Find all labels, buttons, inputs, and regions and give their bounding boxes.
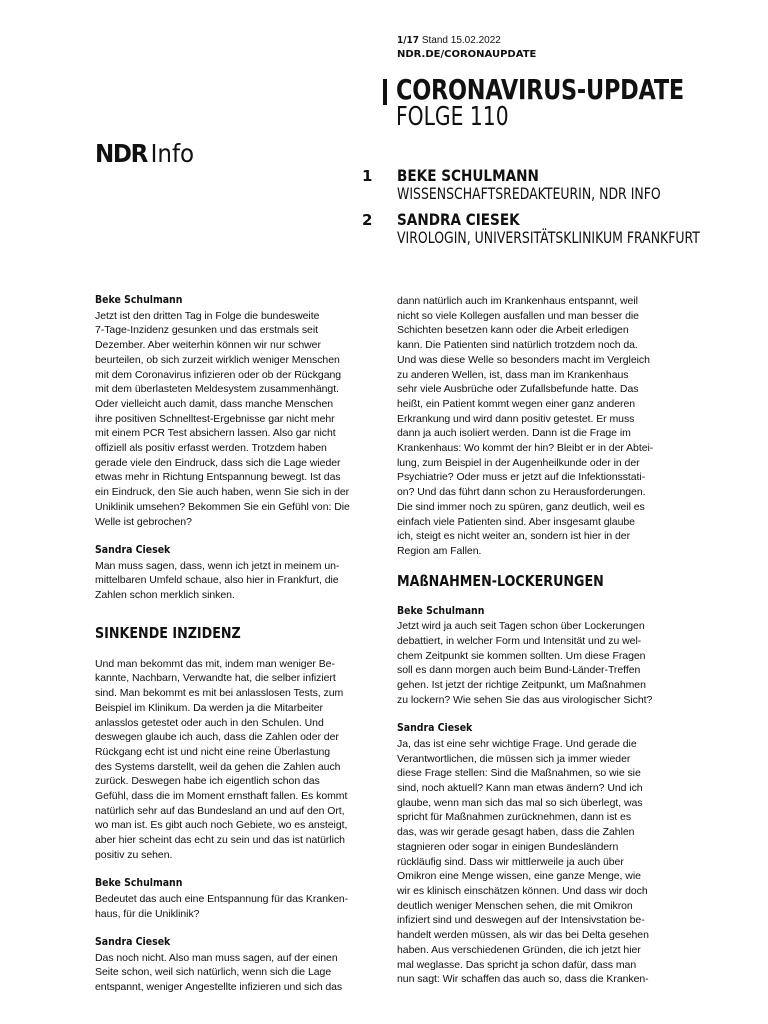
- text-line: mittelbaren Umfeld schaue, also hier in Frankfurt, die: [95, 574, 339, 587]
- document-title: CORONAVIRUS-UPDATE: [396, 73, 684, 106]
- document-meta: [397, 34, 536, 62]
- text-line: mal weglasse. Das spricht ja schon dafür, dass man: [397, 958, 637, 971]
- text-line: Bedeutet das auch eine Entspannung für das Kranken-: [95, 892, 349, 905]
- text-line: zurück. Deswegen habe ich eigentlich schon das: [95, 775, 320, 788]
- text-line: glaube, wenn man sich das mal so sich überlegt, was: [397, 796, 643, 809]
- paragraph: [95, 559, 373, 603]
- text-line: beurteilen, ob sich zurzeit wirklich weniger Menschen: [95, 353, 340, 366]
- paragraph: [95, 309, 373, 530]
- text-line: kannte, Nachbarn, Verwandte hat, die selber infiziert: [95, 672, 336, 685]
- text-line: Verantwortlichen, die müssen sich ja immer wieder: [397, 752, 631, 765]
- text-line: Region am Fallen.: [397, 544, 482, 557]
- text-line: rückläufig sind. Dass wir mittlerweile ja auch über: [397, 855, 624, 868]
- section-heading: MAßNAHMEN-LOCKERUNGEN: [397, 571, 604, 590]
- text-line: Schichten besetzen kann oder die Arbeit erledigen: [397, 324, 629, 337]
- text-line: Psychiatrie? Oder muss er jetzt auf die Infektionsstati-: [397, 471, 646, 484]
- paragraph: [95, 951, 373, 995]
- text-line: aber hier scheint das echt zu sein und das ist natürlich: [95, 834, 345, 847]
- speaker-label: Beke Schulmann: [95, 878, 183, 890]
- text-line: sind. Man bekommt es mit bei anlasslosen Tests, zum: [95, 687, 344, 700]
- text-line: offiziell als positiv erfasst werden. Trotzdem haben: [95, 442, 327, 455]
- paragraph: [397, 737, 675, 987]
- logo-info-text: Info: [150, 139, 195, 168]
- text-line: chem Zeitpunkt sie kommen sollten. Um diese Fragen: [397, 649, 646, 662]
- text-line: Uniklinik umsehen? Bekommen Sie ein Gefühl von: Die: [95, 500, 350, 513]
- speaker-label: Beke Schulmann: [95, 295, 183, 306]
- text-line: positiv zu sehen.: [95, 848, 173, 861]
- text-line: mit dem überlasteten Meldesystem zusammenhängt.: [95, 383, 339, 396]
- text-line: Und was diese Welle so besonders macht im Vergleich: [397, 353, 650, 366]
- ndr-info-logo: [95, 139, 194, 169]
- left-column: [95, 294, 373, 995]
- text-line: ihre positiven Schnelltest-Ergebnisse gar nicht mehr: [95, 412, 335, 425]
- text-line: Omikron eine Menge wissen, eine ganze Menge, wie: [397, 870, 641, 883]
- text-line: 7-Tage-Inzidenz gesunken und das erstmals seit: [95, 324, 318, 337]
- text-line: deswegen glaube ich auch, dass die Zahlen oder der: [95, 731, 339, 744]
- text-line: kann. Die Patienten sind natürlich trotzdem noch da.: [397, 339, 638, 352]
- text-line: sind, noch aktuell? Kann man etwas ändern? Und ich: [397, 782, 643, 795]
- text-line: Rückgang echt ist und nicht eine reine Überlastung: [95, 745, 331, 758]
- text-line: des Systems darstellt, weil da gehen die Zahlen auch: [95, 760, 341, 773]
- text-line: stagnieren oder sogar in einigen Bundesländern: [397, 840, 619, 853]
- text-line: anlasslos getestet oder auch in den Schulen. Und: [95, 716, 324, 729]
- logo-ndr-text: NDR: [95, 139, 147, 168]
- text-line: handelt werden müssen, als wir das bei Delta gesehen: [397, 929, 649, 942]
- text-line: Das noch nicht. Also man muss sagen, auf der einen: [95, 951, 338, 964]
- speaker-role: WISSENSCHAFTSREDAKTEURIN, NDR INFO: [397, 184, 661, 203]
- text-line: Und man bekommt das mit, indem man weniger Be-: [95, 657, 335, 670]
- stand-date: Stand 15.02.2022: [421, 35, 501, 46]
- speaker-label: Beke Schulmann: [397, 605, 485, 617]
- text-line: heißt, ein Patient kommt wegen einer ganz anderen: [397, 397, 636, 410]
- text-line: nun sagt: Wir schaffen das auch so, dass die Kranken-: [397, 973, 649, 986]
- paragraph: [95, 657, 373, 863]
- text-line: mit dem Coronavirus infizieren oder ob der Rückgang: [95, 368, 342, 381]
- text-line: Seite schon, weil sich natürlich, wenn sich die Lage: [95, 966, 332, 979]
- text-line: Zahlen schon merklich sinken.: [95, 589, 235, 602]
- text-line: zu anderen Wellen, ist, dass man im Krankenhaus: [397, 368, 629, 381]
- paragraph: [95, 892, 373, 921]
- text-line: Krankenhaus: Wo kommt der hin? Bleibt er in der Abtei-: [397, 442, 654, 455]
- page-number: 1/17: [397, 35, 420, 46]
- text-line: Beispiel im Klinikum. Da werden ja die Mitarbeiter: [95, 701, 324, 714]
- text-line: gehen. Ist jetzt der richtige Zeitpunkt, um Maßnahmen: [397, 679, 646, 692]
- text-line: ich, steigt es nicht weiter an, sondern ist hier in der: [397, 530, 631, 543]
- text-line: lung, zum Beispiel in der Augenheilkunde oder in der: [397, 456, 640, 469]
- episode-label: FOLGE 110: [396, 102, 509, 132]
- text-line: Oder vielleicht auch damit, dass manche Menschen: [95, 397, 334, 410]
- text-line: wir es klinisch einschätzen können. Und dass wir doch: [397, 885, 648, 897]
- right-column: [397, 294, 675, 987]
- paragraph: [397, 619, 675, 707]
- text-line: haben. Aus verschiedenen Gründen, die ich jetzt hier: [397, 943, 641, 956]
- title-accent-bar: [383, 79, 387, 105]
- text-line: wo man ist. Es gibt auch noch Gebiete, wo es ansteigt,: [95, 819, 348, 832]
- text-line: etwas mehr in Richtung Entspannung bewegt. Ist das: [95, 471, 341, 484]
- text-line: Die sind immer noch zu spüren, ganz deutlich, weil es: [397, 500, 645, 513]
- text-line: Jetzt wird ja auch seit Tagen schon über Lockerungen: [397, 620, 645, 633]
- speaker-label: Sandra Ciesek: [95, 544, 171, 556]
- text-line: Gefühl, dass die im Moment ernsthaft fallen. Es kommt: [95, 790, 348, 803]
- speaker-name: SANDRA CIESEK: [397, 210, 520, 229]
- source-url[interactable]: NDR.DE/CORONAUPDATE: [397, 49, 537, 60]
- text-line: haus, für die Uniklinik?: [95, 907, 200, 920]
- text-line: sehr viele Ausbrüche oder Zufallsbefunde hatte. Das: [397, 383, 639, 396]
- text-line: Erkrankung und wird dann positiv getestet. Er muss: [397, 412, 635, 425]
- speaker-label: Sandra Ciesek: [397, 723, 473, 735]
- text-line: dann ja auch isoliert werden. Dann ist die Frage im: [397, 427, 631, 440]
- text-line: das, was wir gerade gesagt haben, dass die Zahlen: [397, 826, 635, 839]
- text-line: mit einem PCR Test absichern lassen. Also gar nicht: [95, 427, 336, 440]
- speaker-label: Sandra Ciesek: [95, 937, 171, 949]
- speaker-number: 2: [362, 211, 373, 229]
- text-line: dann natürlich auch im Krankenhaus entspannt, weil: [397, 295, 638, 307]
- text-line: debattiert, in welcher Form und Intensität und zu wel-: [397, 635, 642, 648]
- text-line: natürlich sehr auf das Bundesland an und auf den Ort,: [95, 804, 345, 817]
- page-info: [397, 34, 536, 48]
- text-line: spricht für Maßnahmen zurücknehmen, dann ist es: [397, 811, 632, 824]
- text-line: einfach viele Patienten sind. Aber insgesamt glaube: [397, 515, 635, 528]
- text-line: diese Frage stellen: Sind die Maßnahmen, so wie sie: [397, 767, 641, 780]
- text-line: infiziert sind und deswegen auf der Intensivstation be-: [397, 914, 645, 927]
- text-line: Jetzt ist den dritten Tag in Folge die bundesweite: [95, 309, 320, 322]
- text-line: entspannt, weniger Angestellte infizieren und sich das: [95, 981, 343, 994]
- text-line: Ja, das ist eine sehr wichtige Frage. Und gerade die: [397, 737, 637, 750]
- text-line: on? Und das führt dann schon zu Herausforderungen.: [397, 486, 646, 499]
- text-line: Welle ist gebrochen?: [95, 515, 192, 528]
- speaker-name: BEKE SCHULMANN: [397, 166, 539, 185]
- text-line: gerade viele den Eindruck, dass sich die Lage wieder: [95, 456, 341, 469]
- text-line: Man muss sagen, dass, wenn ich jetzt in meinem un-: [95, 559, 340, 572]
- text-line: Dezember. Aber weiterhin können wir nur schwer: [95, 339, 321, 352]
- text-line: zu lockern? Wie sehen Sie das aus virologischer Sicht?: [397, 693, 653, 706]
- speaker-role: VIROLOGIN, UNIVERSITÄTSKLINIKUM FRANKFURT: [397, 228, 700, 247]
- text-line: nicht so viele Kollegen ausfallen und man besser die: [397, 309, 639, 322]
- text-line: ein Eindruck, den Sie auch haben, wenn Sie sich in der: [95, 486, 350, 499]
- section-heading: SINKENDE INZIDENZ: [95, 623, 241, 642]
- text-line: deutlich weniger Menschen sehen, die mit Omikron: [397, 899, 633, 912]
- text-line: soll es dann morgen auch beim Bund-Länder-Treffen: [397, 664, 641, 677]
- speaker-number: 1: [362, 167, 373, 185]
- paragraph: [397, 294, 675, 559]
